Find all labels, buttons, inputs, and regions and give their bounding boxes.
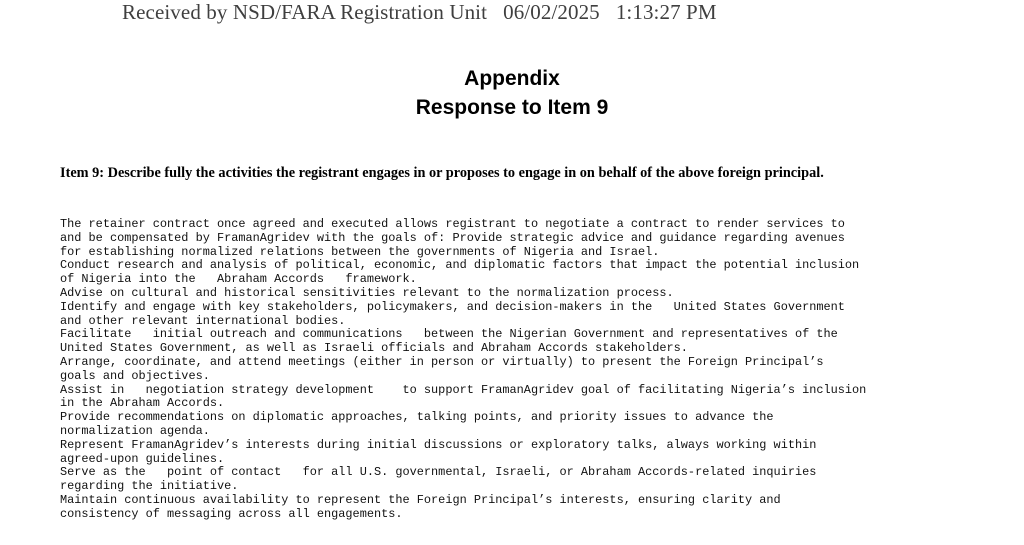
response-line: Conduct research and analysis of political, economic, and diplomatic factors that impact the potential inclusion bbox=[60, 258, 860, 273]
response-line: The retainer contract once agreed and executed allows registrant to negotiate a contract to render services to bbox=[60, 217, 845, 231]
response-line: consistency of messaging across all engagements. bbox=[60, 506, 403, 521]
response-line: agreed-upon guidelines. bbox=[60, 451, 225, 466]
response-line: Assist in negotiation strategy development to support FramanAgridev goal of facilitating Nigeria’s inclusion bbox=[60, 382, 867, 397]
response-line: normalization agenda. bbox=[60, 423, 210, 438]
response-line: Facilitate initial outreach and communications between the Nigerian Government and representatives of the bbox=[60, 327, 838, 342]
response-line: for establishing normalized relations between the governments of Nigeria and Israel. bbox=[60, 244, 660, 259]
response-line: Advise on cultural and historical sensitivities relevant to the normalization process. bbox=[60, 285, 674, 300]
response-line: Provide recommendations on diplomatic approaches, talking points, and priority issues to advance the bbox=[60, 410, 774, 425]
response-line: Maintain continuous availability to represent the Foreign Principal’s interests, ensuring clarity and bbox=[60, 492, 781, 507]
response-line: United States Government, as well as Israeli officials and Abraham Accords stakeholders. bbox=[60, 341, 688, 356]
page-title: Appendix bbox=[464, 67, 560, 90]
response-line: goals and objectives. bbox=[60, 368, 210, 383]
response-line: and other relevant international bodies. bbox=[60, 313, 346, 328]
response-line: of Nigeria into the Abraham Accords framework. bbox=[60, 272, 417, 287]
page-subtitle: Response to Item 9 bbox=[415, 96, 609, 119]
response-body bbox=[60, 218, 866, 522]
response-line: Represent FramanAgridev’s interests during initial discussions or exploratory talks, always working within bbox=[60, 437, 817, 452]
response-line: regarding the initiative. bbox=[60, 479, 239, 494]
response-line: Arrange, coordinate, and attend meetings (either in person or virtually) to present the Foreign Principal’s bbox=[60, 354, 824, 369]
response-line: and be compensated by FramanAgridev with the goals of: Provide strategic advice and guidance regarding avenues bbox=[60, 230, 845, 245]
response-line: in the Abraham Accords. bbox=[60, 396, 225, 411]
registration-stamp: Received by NSD/FARA Registration Unit 06/02/2025 1:13:27 PM bbox=[122, 0, 717, 24]
item-question: Item 9: Describe fully the activities the registrant engages in or proposes to engage in on behalf of the above foreign principal. bbox=[60, 165, 824, 181]
response-line: Serve as the point of contact for all U.S. governmental, Israeli, or Abraham Accords-related inquiries bbox=[60, 465, 817, 480]
response-line: Identify and engage with key stakeholders, policymakers, and decision-makers in the United States Government bbox=[60, 299, 845, 314]
